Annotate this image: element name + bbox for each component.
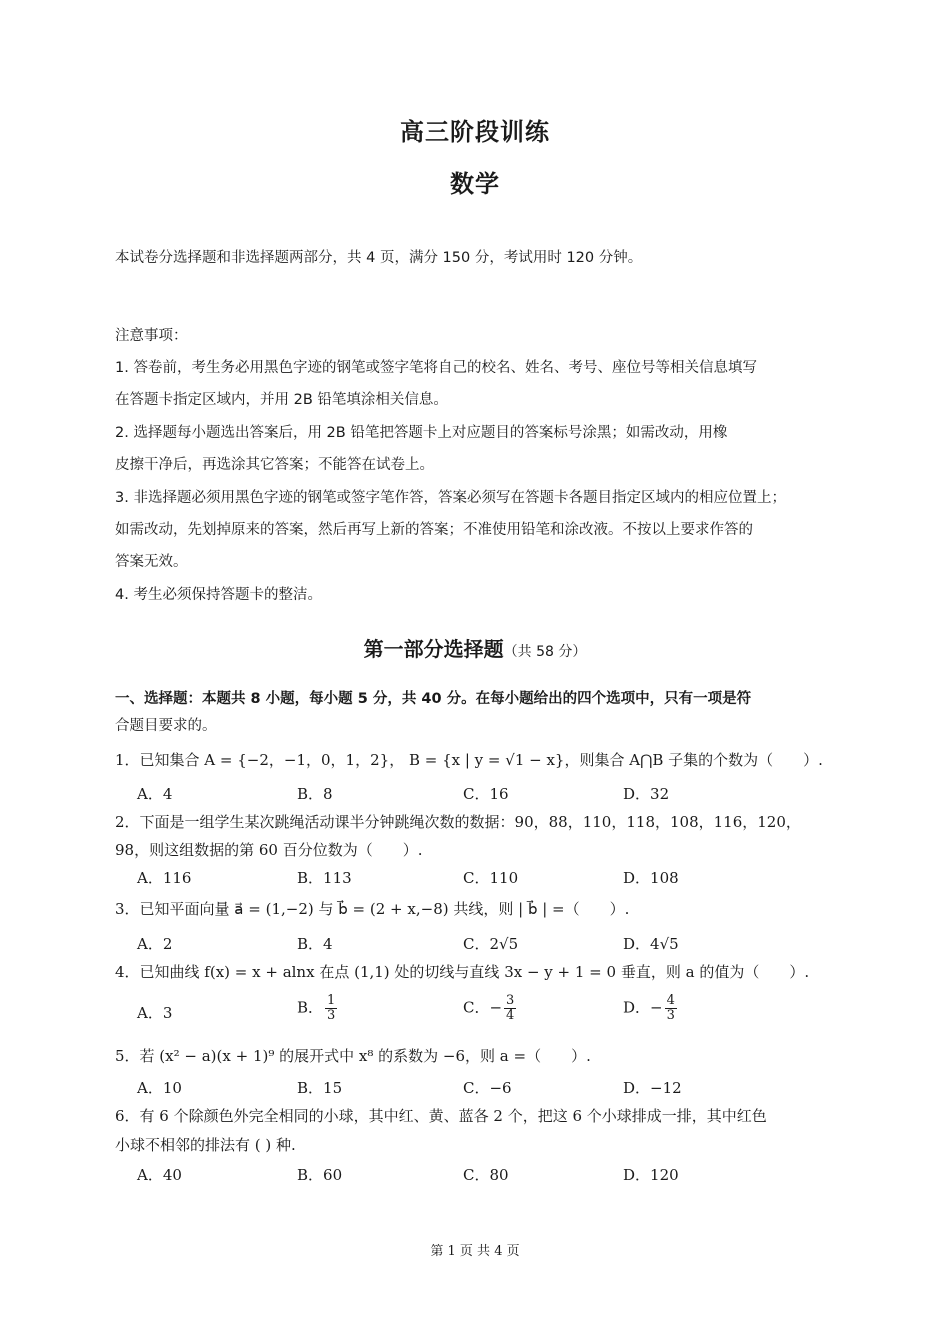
q4-option-d xyxy=(623,994,679,1023)
notes-heading: 注意事项： xyxy=(115,328,188,344)
fraction-numerator: 3 xyxy=(506,993,515,1008)
q4-option-d-fraction xyxy=(665,994,677,1023)
q6-option-d: D．120 xyxy=(623,1166,679,1184)
page-footer: 第 1 页 共 4 页 xyxy=(430,1244,520,1259)
note-line: 4. 考生必须保持答题卡的整洁。 xyxy=(115,587,322,603)
intro-text: 本试卷分选择题和非选择题两部分，共 4 页，满分 150 分，考试用时 120 分钟。 xyxy=(115,250,643,266)
question-6-stem-cont: 小球不相邻的排法有 ( ) 种. xyxy=(115,1136,296,1154)
section-subtitle: （共 58 分） xyxy=(503,644,587,660)
q1-option-c: C．16 xyxy=(463,785,509,803)
q3-option-c: C．2√5 xyxy=(463,935,519,953)
instructions-line: 一、选择题：本题共 8 小题，每小题 5 分，共 40 分。在每小题给出的四个选项中，只有一项是符 xyxy=(115,691,752,707)
exam-title: 高三阶段训练 xyxy=(400,118,550,146)
q3-option-b: B．4 xyxy=(297,935,333,953)
q2-option-b: B．113 xyxy=(297,869,352,887)
q5-option-a: A．10 xyxy=(137,1079,182,1097)
q2-option-c: C．110 xyxy=(463,869,519,887)
q4-option-d-label: D．− xyxy=(623,998,663,1017)
fraction-denominator: 3 xyxy=(327,1008,336,1023)
q6-option-a: A．40 xyxy=(137,1166,182,1184)
fraction-numerator: 1 xyxy=(327,993,336,1008)
q5-option-d: D．−12 xyxy=(623,1079,682,1097)
q4-option-c-fraction xyxy=(504,994,516,1023)
note-line: 答案无效。 xyxy=(115,554,188,570)
note-line: 1. 答卷前，考生务必用黑色字迹的钢笔或签字笔将自己的校名、姓名、考号、座位号等相关信息填写 xyxy=(115,360,757,376)
note-line: 在答题卡指定区域内，并用 2B 铅笔填涂相关信息。 xyxy=(115,392,448,408)
note-line: 如需改动，先划掉原来的答案，然后再写上新的答案；不准使用铅笔和涂改液。不按以上要求作答的 xyxy=(115,522,753,538)
question-5-stem: 5．若 (x² − a)(x + 1)⁹ 的展开式中 x⁸ 的系数为 −6，则 a =（ ）. xyxy=(115,1047,591,1065)
q4-option-c-label: C．− xyxy=(463,998,503,1017)
q2-option-a: A．116 xyxy=(137,869,192,887)
question-2-stem-cont: 98，则这组数据的第 60 百分位数为（ ）. xyxy=(115,841,423,859)
question-1-stem: 1．已知集合 A = {−2，−1，0，1，2}， B = {x | y = √1 − x}，则集合 A⋂B 子集的个数为（ ）. xyxy=(115,751,823,769)
q1-option-d: D．32 xyxy=(623,785,670,803)
section-title: 第一部分选择题 xyxy=(363,637,504,661)
q4-option-b xyxy=(297,994,339,1023)
question-4-stem: 4．已知曲线 f(x) = x + alnx 在点 (1,1) 处的切线与直线 3x − y + 1 = 0 垂直，则 a 的值为（ ）. xyxy=(115,963,810,981)
note-line: 3. 非选择题必须用黑色字迹的钢笔或签字笔作答，答案必须写在答题卡各题目指定区域内的相应位置上； xyxy=(115,490,786,506)
q1-option-a: A．4 xyxy=(137,785,173,803)
section-heading xyxy=(0,633,950,662)
q4-option-b-fraction xyxy=(325,994,337,1023)
question-2-stem: 2．下面是一组学生某次跳绳活动课半分钟跳绳次数的数据：90，88，110，118，108，116，120， xyxy=(115,813,801,831)
q5-option-c: C．−6 xyxy=(463,1079,512,1097)
q4-option-b-label: B． xyxy=(297,998,324,1017)
fraction-denominator: 3 xyxy=(666,1008,675,1023)
q6-option-b: B．60 xyxy=(297,1166,343,1184)
q2-option-d: D．108 xyxy=(623,869,679,887)
question-6-stem: 6．有 6 个除颜色外完全相同的小球，其中红、黄、蓝各 2 个，把这 6 个小球排成一排，其中红色 xyxy=(115,1107,767,1125)
subject-title: 数学 xyxy=(450,170,500,198)
q5-option-b: B．15 xyxy=(297,1079,343,1097)
note-line: 皮擦干净后，再选涂其它答案；不能答在试卷上。 xyxy=(115,457,434,473)
q6-option-c: C．80 xyxy=(463,1166,509,1184)
fraction-numerator: 4 xyxy=(666,993,675,1008)
fraction-denominator: 4 xyxy=(506,1008,515,1023)
note-line: 2. 选择题每小题选出答案后，用 2B 铅笔把答题卡上对应题目的答案标号涂黑；如需改动，用橡 xyxy=(115,425,728,441)
q3-option-d: D．4√5 xyxy=(623,935,679,953)
question-3-stem: 3．已知平面向量 a⃗ = (1,−2) 与 b⃗ = (2 + x,−8) 共线，则 | b⃗ | =（ ）. xyxy=(115,900,630,918)
q3-option-a: A．2 xyxy=(137,935,173,953)
instructions-line: 合题目要求的。 xyxy=(115,718,217,734)
q1-option-b: B．8 xyxy=(297,785,333,803)
q4-option-c xyxy=(463,994,518,1023)
q4-option-a: A．3 xyxy=(137,1004,173,1022)
